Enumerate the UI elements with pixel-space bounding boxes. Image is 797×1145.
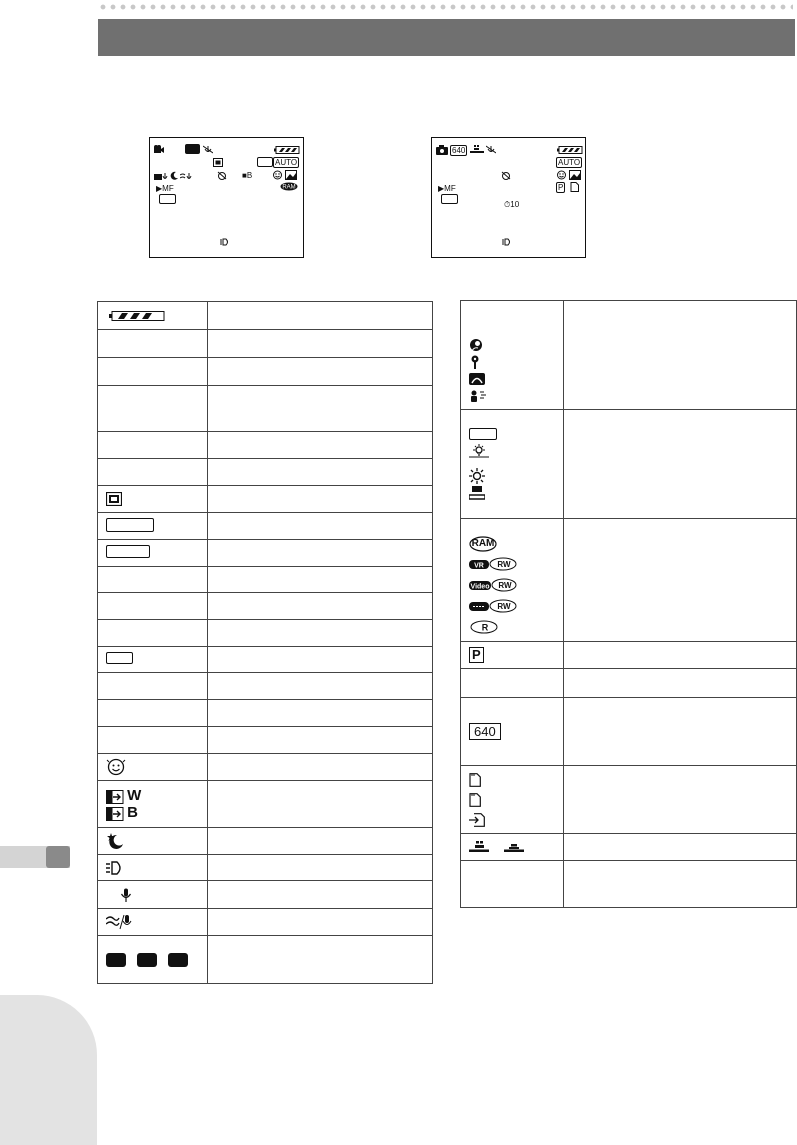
focus-box-icon bbox=[159, 194, 176, 204]
icon-cell bbox=[98, 620, 208, 647]
page-corner-tab bbox=[0, 995, 97, 1145]
table-row bbox=[98, 647, 433, 673]
table-row bbox=[461, 861, 797, 908]
table-row bbox=[461, 698, 797, 766]
description-cell bbox=[563, 410, 796, 519]
resolution-badge: 640 bbox=[452, 146, 466, 155]
svg-text:RAM: RAM bbox=[282, 184, 296, 191]
icon-cell bbox=[98, 330, 208, 358]
face-icon bbox=[272, 170, 283, 180]
protect-badge: P bbox=[558, 183, 564, 192]
blank-box-icon bbox=[257, 157, 273, 167]
quality-fine-icon bbox=[469, 841, 489, 853]
description-cell bbox=[563, 642, 796, 669]
card-icon bbox=[570, 182, 579, 192]
description-cell bbox=[207, 700, 432, 727]
video-camera-icon bbox=[154, 145, 164, 154]
wipe-b-label: B bbox=[127, 804, 138, 821]
sunny-icon bbox=[469, 468, 563, 485]
quality-icon bbox=[470, 145, 484, 154]
description-cell bbox=[207, 593, 432, 620]
card-icon bbox=[469, 790, 563, 810]
wind-mic-icon bbox=[180, 172, 192, 181]
left-icon-table bbox=[97, 301, 433, 984]
photo-camera-icon bbox=[436, 145, 448, 155]
description-cell bbox=[563, 834, 796, 861]
quality-normal-icon bbox=[504, 841, 524, 853]
night-icon bbox=[170, 171, 179, 180]
r-disc-icon bbox=[469, 617, 563, 638]
description-cell bbox=[207, 358, 432, 386]
table-row bbox=[98, 486, 433, 513]
protect-badge: P bbox=[469, 647, 484, 663]
table-row bbox=[461, 301, 797, 410]
wide-box-icon bbox=[106, 545, 150, 558]
table-row bbox=[98, 881, 433, 909]
description-cell bbox=[563, 861, 796, 908]
table-row bbox=[98, 358, 433, 386]
wipe-w-icon bbox=[106, 787, 207, 804]
table-row bbox=[98, 936, 433, 984]
wipe-b-icon bbox=[106, 804, 207, 821]
table-row bbox=[461, 642, 797, 669]
block-icon bbox=[137, 953, 157, 967]
sports-icon bbox=[469, 388, 563, 405]
svg-text:VR: VR bbox=[474, 562, 484, 570]
night-icon bbox=[106, 833, 124, 849]
focus-box-icon bbox=[441, 194, 458, 204]
icon-cell bbox=[98, 881, 208, 909]
table-row bbox=[98, 620, 433, 647]
icon-cell bbox=[98, 754, 208, 781]
description-cell bbox=[207, 936, 432, 984]
blank-rw-disc-icon bbox=[469, 596, 563, 617]
light-icon bbox=[502, 237, 512, 246]
block-icon bbox=[168, 953, 188, 967]
icon-cell bbox=[98, 593, 208, 620]
description-cell bbox=[563, 301, 796, 410]
table-row bbox=[98, 909, 433, 936]
video-rw-disc-icon bbox=[469, 575, 563, 596]
svg-text:RW: RW bbox=[497, 602, 511, 612]
description-cell bbox=[207, 567, 432, 593]
wipe-b-label: ■B bbox=[242, 171, 253, 180]
description-cell bbox=[207, 386, 432, 432]
icon-cell bbox=[98, 386, 208, 432]
description-cell bbox=[207, 432, 432, 459]
manual-focus-label: ▶MF bbox=[438, 184, 456, 193]
table-row bbox=[98, 302, 433, 330]
table-row bbox=[98, 459, 433, 486]
description-cell bbox=[207, 909, 432, 936]
indoor-icon bbox=[469, 443, 563, 460]
table-row bbox=[98, 513, 433, 540]
icon-cell bbox=[98, 486, 208, 513]
screen-photo-mode bbox=[431, 137, 586, 258]
auto-box-icon bbox=[469, 426, 563, 443]
description-cell bbox=[207, 302, 432, 330]
description-cell bbox=[207, 855, 432, 881]
svg-text:RW: RW bbox=[498, 581, 512, 591]
wind-mic-icon bbox=[106, 914, 132, 930]
stabilizer-off-icon bbox=[501, 171, 511, 180]
icon-cell bbox=[461, 861, 564, 908]
svg-text:Video: Video bbox=[470, 583, 490, 591]
manual-focus-label: ▶MF bbox=[156, 184, 174, 193]
svg-text:RAM: RAM bbox=[471, 538, 495, 550]
description-cell bbox=[207, 486, 432, 513]
description-cell bbox=[207, 828, 432, 855]
description-cell bbox=[563, 698, 796, 766]
block-icon bbox=[106, 953, 126, 967]
card-in-icon bbox=[469, 810, 563, 830]
icon-cell bbox=[461, 698, 564, 766]
description-cell bbox=[207, 673, 432, 700]
auto-badge: AUTO bbox=[558, 158, 581, 167]
description-cell bbox=[563, 669, 796, 698]
battery-icon bbox=[274, 145, 300, 154]
description-cell bbox=[207, 781, 432, 828]
table-row bbox=[98, 754, 433, 781]
description-cell bbox=[563, 519, 796, 642]
scene-icon bbox=[285, 170, 297, 180]
table-row bbox=[98, 855, 433, 881]
icon-cell bbox=[98, 302, 208, 330]
description-cell bbox=[207, 647, 432, 673]
ram-disc-icon bbox=[280, 182, 298, 191]
description-cell bbox=[207, 881, 432, 909]
icon-cell bbox=[461, 301, 564, 410]
icon-cell bbox=[98, 936, 208, 984]
table-row bbox=[461, 669, 797, 698]
description-cell bbox=[563, 766, 796, 834]
wide-box-icon bbox=[106, 518, 154, 532]
description-cell bbox=[207, 459, 432, 486]
icon-cell bbox=[98, 459, 208, 486]
spotlight-icon bbox=[469, 354, 563, 371]
table-row bbox=[461, 766, 797, 834]
face-icon bbox=[106, 758, 126, 776]
table-row bbox=[98, 828, 433, 855]
table-row bbox=[461, 410, 797, 519]
wipe-w-label: W bbox=[127, 787, 142, 804]
icon-cell bbox=[461, 410, 564, 519]
table-row bbox=[98, 593, 433, 620]
icon-cell bbox=[98, 513, 208, 540]
table-row bbox=[98, 432, 433, 459]
chapter-tab-marker bbox=[46, 846, 70, 868]
icon-cell bbox=[461, 519, 564, 642]
table-row bbox=[98, 330, 433, 358]
mic-icon bbox=[120, 888, 132, 902]
icon-cell bbox=[98, 909, 208, 936]
icon-cell bbox=[461, 669, 564, 698]
mic-off-icon bbox=[203, 145, 213, 154]
mic-off-icon bbox=[486, 145, 496, 154]
icon-cell bbox=[98, 432, 208, 459]
surf-icon bbox=[469, 371, 563, 388]
description-cell bbox=[207, 754, 432, 781]
table-row bbox=[98, 700, 433, 727]
icon-cell bbox=[461, 834, 564, 861]
white-set-icon bbox=[469, 485, 563, 502]
top-dotted-rule bbox=[98, 4, 793, 10]
zoom-mic-icon bbox=[154, 172, 168, 181]
icon-cell bbox=[98, 700, 208, 727]
icon-cell bbox=[98, 647, 208, 673]
description-cell bbox=[207, 540, 432, 567]
card-icon bbox=[469, 770, 563, 790]
spacer bbox=[469, 460, 563, 468]
icon-cell bbox=[98, 567, 208, 593]
table-row bbox=[461, 834, 797, 861]
description-cell bbox=[207, 330, 432, 358]
battery-icon bbox=[557, 145, 583, 154]
portrait-icon bbox=[469, 337, 563, 354]
icon-cell bbox=[98, 855, 208, 881]
light-icon bbox=[220, 237, 230, 246]
icon-cell bbox=[98, 358, 208, 386]
auto-badge: AUTO bbox=[275, 158, 298, 167]
table-row bbox=[98, 540, 433, 567]
table-row bbox=[461, 519, 797, 642]
icon-cell bbox=[461, 642, 564, 669]
mode-block-icon bbox=[185, 144, 200, 154]
svg-text:RW: RW bbox=[497, 560, 511, 570]
stabilizer-off-icon bbox=[217, 171, 227, 180]
icon-cell bbox=[461, 766, 564, 834]
face-icon bbox=[556, 170, 567, 180]
table-row bbox=[98, 673, 433, 700]
description-cell bbox=[207, 727, 432, 754]
description-cell bbox=[207, 620, 432, 647]
chapter-side-tab bbox=[0, 846, 70, 868]
icon-cell bbox=[98, 828, 208, 855]
right-icon-table bbox=[460, 300, 797, 908]
icon-cell bbox=[98, 540, 208, 567]
self-timer-label: ⏱10 bbox=[504, 200, 520, 209]
icon-cell bbox=[98, 781, 208, 828]
frame-icon bbox=[213, 158, 223, 167]
resolution-badge: 640 bbox=[469, 723, 501, 740]
frame-icon bbox=[106, 492, 122, 506]
table-row bbox=[98, 727, 433, 754]
icon-cell bbox=[98, 727, 208, 754]
icon-cell bbox=[98, 673, 208, 700]
section-title-bar bbox=[98, 19, 795, 56]
table-row bbox=[98, 781, 433, 828]
description-cell bbox=[207, 513, 432, 540]
light-icon bbox=[106, 861, 124, 875]
vr-rw-disc-icon bbox=[469, 554, 563, 575]
ram-disc-icon bbox=[469, 532, 563, 554]
small-box-icon bbox=[106, 652, 133, 664]
table-row bbox=[98, 567, 433, 593]
battery-icon bbox=[106, 310, 166, 322]
screen-video-mode bbox=[149, 137, 304, 258]
table-row bbox=[98, 386, 433, 432]
svg-text:R: R bbox=[481, 622, 489, 633]
scene-icon bbox=[569, 170, 581, 180]
